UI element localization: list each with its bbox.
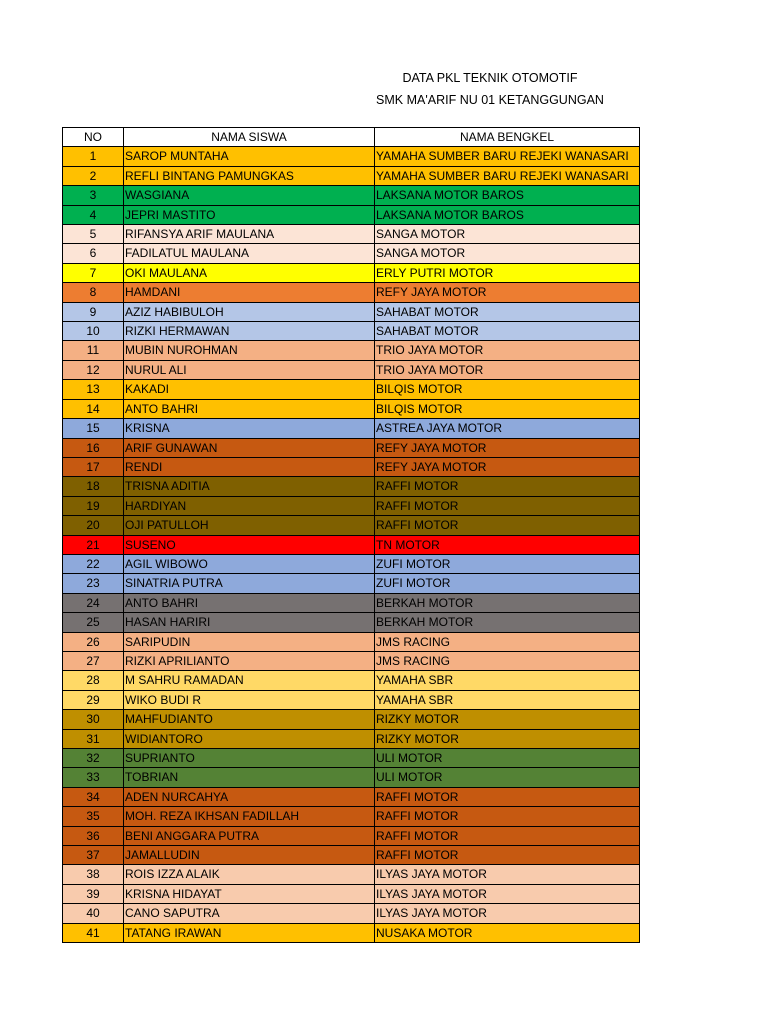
cell-no: 38: [63, 865, 124, 884]
cell-workshop-name: YAMAHA SUMBER BARU REJEKI WANASARI: [375, 147, 640, 166]
cell-workshop-name: RAFFI MOTOR: [375, 807, 640, 826]
cell-student-name: TOBRIAN: [124, 768, 375, 787]
cell-workshop-name: SAHABAT MOTOR: [375, 322, 640, 341]
table-row: [63, 341, 640, 360]
cell-no: 28: [63, 671, 124, 690]
cell-no: 33: [63, 768, 124, 787]
cell-student-name: TATANG IRAWAN: [124, 923, 375, 942]
cell-student-name: RIFANSYA ARIF MAULANA: [124, 225, 375, 244]
table-row: [63, 574, 640, 593]
table-row: [63, 671, 640, 690]
cell-workshop-name: RIZKY MOTOR: [375, 710, 640, 729]
cell-workshop-name: RIZKY MOTOR: [375, 729, 640, 748]
cell-no: 2: [63, 166, 124, 185]
cell-workshop-name: TN MOTOR: [375, 535, 640, 554]
cell-workshop-name: ASTREA JAYA MOTOR: [375, 419, 640, 438]
table-row: [63, 923, 640, 942]
cell-student-name: RENDI: [124, 457, 375, 476]
document-title: DATA PKL TEKNIK OTOMOTIF: [402, 71, 578, 85]
table-row: [63, 613, 640, 632]
cell-workshop-name: RAFFI MOTOR: [375, 846, 640, 865]
cell-no: 9: [63, 302, 124, 321]
cell-student-name: RIZKI HERMAWAN: [124, 322, 375, 341]
cell-no: 41: [63, 923, 124, 942]
table-row: [63, 729, 640, 748]
table-body: [63, 147, 640, 943]
header-workshop-name: NAMA BENGKEL: [375, 128, 640, 147]
cell-student-name: MOH. REZA IKHSAN FADILLAH: [124, 807, 375, 826]
cell-workshop-name: RAFFI MOTOR: [375, 477, 640, 496]
cell-student-name: SINATRIA PUTRA: [124, 574, 375, 593]
cell-workshop-name: ULI MOTOR: [375, 768, 640, 787]
cell-student-name: HASAN HARIRI: [124, 613, 375, 632]
table-header-row: [63, 128, 640, 147]
cell-student-name: SARIPUDIN: [124, 632, 375, 651]
table-row: [63, 807, 640, 826]
table-row: [63, 632, 640, 651]
cell-no: 5: [63, 225, 124, 244]
cell-no: 18: [63, 477, 124, 496]
cell-student-name: TRISNA ADITIA: [124, 477, 375, 496]
cell-no: 3: [63, 186, 124, 205]
table-row: [63, 419, 640, 438]
cell-student-name: FADILATUL MAULANA: [124, 244, 375, 263]
cell-workshop-name: YAMAHA SBR: [375, 690, 640, 709]
cell-workshop-name: REFY JAYA MOTOR: [375, 283, 640, 302]
cell-no: 14: [63, 399, 124, 418]
table-row: [63, 710, 640, 729]
table-row: [63, 477, 640, 496]
table-row: [63, 865, 640, 884]
table-row: [63, 147, 640, 166]
table-row: [63, 787, 640, 806]
cell-workshop-name: ZUFI MOTOR: [375, 574, 640, 593]
cell-workshop-name: TRIO JAYA MOTOR: [375, 341, 640, 360]
cell-student-name: HARDIYAN: [124, 496, 375, 515]
cell-student-name: MAHFUDIANTO: [124, 710, 375, 729]
cell-student-name: REFLI BINTANG PAMUNGKAS: [124, 166, 375, 185]
cell-workshop-name: BILQIS MOTOR: [375, 380, 640, 399]
table-row: [63, 244, 640, 263]
cell-student-name: NURUL ALI: [124, 360, 375, 379]
table-row: [63, 283, 640, 302]
cell-workshop-name: ULI MOTOR: [375, 749, 640, 768]
cell-workshop-name: SANGA MOTOR: [375, 244, 640, 263]
cell-no: 11: [63, 341, 124, 360]
header-no: NO: [63, 128, 124, 147]
cell-workshop-name: BERKAH MOTOR: [375, 613, 640, 632]
cell-no: 1: [63, 147, 124, 166]
cell-no: 26: [63, 632, 124, 651]
table-row: [63, 205, 640, 224]
cell-student-name: BENI ANGGARA PUTRA: [124, 826, 375, 845]
table-row: [63, 186, 640, 205]
table-row: [63, 360, 640, 379]
cell-student-name: ANTO BAHRI: [124, 593, 375, 612]
cell-workshop-name: LAKSANA MOTOR BAROS: [375, 186, 640, 205]
cell-workshop-name: ERLY PUTRI MOTOR: [375, 263, 640, 282]
cell-student-name: OJI PATULLOH: [124, 516, 375, 535]
cell-no: 24: [63, 593, 124, 612]
cell-workshop-name: SAHABAT MOTOR: [375, 302, 640, 321]
cell-no: 25: [63, 613, 124, 632]
cell-no: 37: [63, 846, 124, 865]
cell-workshop-name: BILQIS MOTOR: [375, 399, 640, 418]
table-row: [63, 380, 640, 399]
cell-student-name: ARIF GUNAWAN: [124, 438, 375, 457]
cell-workshop-name: RAFFI MOTOR: [375, 496, 640, 515]
cell-no: 32: [63, 749, 124, 768]
cell-student-name: SAROP MUNTAHA: [124, 147, 375, 166]
table-row: [63, 263, 640, 282]
cell-workshop-name: TRIO JAYA MOTOR: [375, 360, 640, 379]
cell-student-name: HAMDANI: [124, 283, 375, 302]
cell-workshop-name: ILYAS JAYA MOTOR: [375, 884, 640, 903]
cell-workshop-name: REFY JAYA MOTOR: [375, 438, 640, 457]
cell-workshop-name: BERKAH MOTOR: [375, 593, 640, 612]
table-row: [63, 904, 640, 923]
table-row: [63, 322, 640, 341]
cell-workshop-name: JMS RACING: [375, 651, 640, 670]
cell-no: 4: [63, 205, 124, 224]
cell-workshop-name: RAFFI MOTOR: [375, 516, 640, 535]
table-row: [63, 749, 640, 768]
cell-no: 36: [63, 826, 124, 845]
table-row: [63, 593, 640, 612]
cell-student-name: WIDIANTORO: [124, 729, 375, 748]
table-row: [63, 826, 640, 845]
table-row: [63, 399, 640, 418]
table-row: [63, 768, 640, 787]
cell-student-name: WASGIANA: [124, 186, 375, 205]
cell-no: 23: [63, 574, 124, 593]
cell-student-name: JEPRI MASTITO: [124, 205, 375, 224]
pkl-data-table: [62, 127, 640, 943]
cell-student-name: ROIS IZZA ALAIK: [124, 865, 375, 884]
cell-no: 22: [63, 554, 124, 573]
cell-no: 30: [63, 710, 124, 729]
cell-no: 10: [63, 322, 124, 341]
school-name: SMK MA'ARIF NU 01 KETANGGUNGAN: [376, 93, 604, 107]
cell-no: 16: [63, 438, 124, 457]
cell-no: 8: [63, 283, 124, 302]
cell-student-name: SUSENO: [124, 535, 375, 554]
cell-student-name: OKI MAULANA: [124, 263, 375, 282]
cell-no: 7: [63, 263, 124, 282]
cell-no: 15: [63, 419, 124, 438]
cell-student-name: AZIZ HABIBULOH: [124, 302, 375, 321]
cell-student-name: CANO SAPUTRA: [124, 904, 375, 923]
cell-student-name: JAMALLUDIN: [124, 846, 375, 865]
cell-no: 34: [63, 787, 124, 806]
cell-student-name: MUBIN NUROHMAN: [124, 341, 375, 360]
cell-workshop-name: YAMAHA SBR: [375, 671, 640, 690]
table-row: [63, 554, 640, 573]
table-row: [63, 884, 640, 903]
header-student-name: NAMA SISWA: [124, 128, 375, 147]
cell-workshop-name: RAFFI MOTOR: [375, 787, 640, 806]
cell-student-name: RIZKI APRILIANTO: [124, 651, 375, 670]
cell-no: 17: [63, 457, 124, 476]
cell-workshop-name: YAMAHA SUMBER BARU REJEKI WANASARI: [375, 166, 640, 185]
cell-workshop-name: JMS RACING: [375, 632, 640, 651]
cell-workshop-name: ILYAS JAYA MOTOR: [375, 904, 640, 923]
table-row: [63, 302, 640, 321]
table-row: [63, 166, 640, 185]
cell-workshop-name: ZUFI MOTOR: [375, 554, 640, 573]
cell-workshop-name: RAFFI MOTOR: [375, 826, 640, 845]
table-row: [63, 516, 640, 535]
table-row: [63, 225, 640, 244]
cell-no: 19: [63, 496, 124, 515]
cell-workshop-name: SANGA MOTOR: [375, 225, 640, 244]
cell-student-name: ANTO BAHRI: [124, 399, 375, 418]
table-row: [63, 438, 640, 457]
cell-no: 31: [63, 729, 124, 748]
table-row: [63, 535, 640, 554]
cell-workshop-name: ILYAS JAYA MOTOR: [375, 865, 640, 884]
cell-no: 27: [63, 651, 124, 670]
cell-student-name: KRISNA HIDAYAT: [124, 884, 375, 903]
cell-no: 20: [63, 516, 124, 535]
cell-no: 21: [63, 535, 124, 554]
cell-student-name: SUPRIANTO: [124, 749, 375, 768]
cell-no: 6: [63, 244, 124, 263]
cell-student-name: M SAHRU RAMADAN: [124, 671, 375, 690]
table-row: [63, 651, 640, 670]
table-row: [63, 846, 640, 865]
cell-no: 39: [63, 884, 124, 903]
table-row: [63, 690, 640, 709]
cell-student-name: AGIL WIBOWO: [124, 554, 375, 573]
cell-student-name: ADEN NURCAHYA: [124, 787, 375, 806]
cell-workshop-name: NUSAKA MOTOR: [375, 923, 640, 942]
cell-no: 35: [63, 807, 124, 826]
cell-student-name: KAKADI: [124, 380, 375, 399]
cell-no: 13: [63, 380, 124, 399]
cell-no: 12: [63, 360, 124, 379]
cell-student-name: KRISNA: [124, 419, 375, 438]
cell-no: 29: [63, 690, 124, 709]
cell-workshop-name: REFY JAYA MOTOR: [375, 457, 640, 476]
cell-no: 40: [63, 904, 124, 923]
table-row: [63, 457, 640, 476]
cell-workshop-name: LAKSANA MOTOR BAROS: [375, 205, 640, 224]
table-row: [63, 496, 640, 515]
cell-student-name: WIKO BUDI R: [124, 690, 375, 709]
